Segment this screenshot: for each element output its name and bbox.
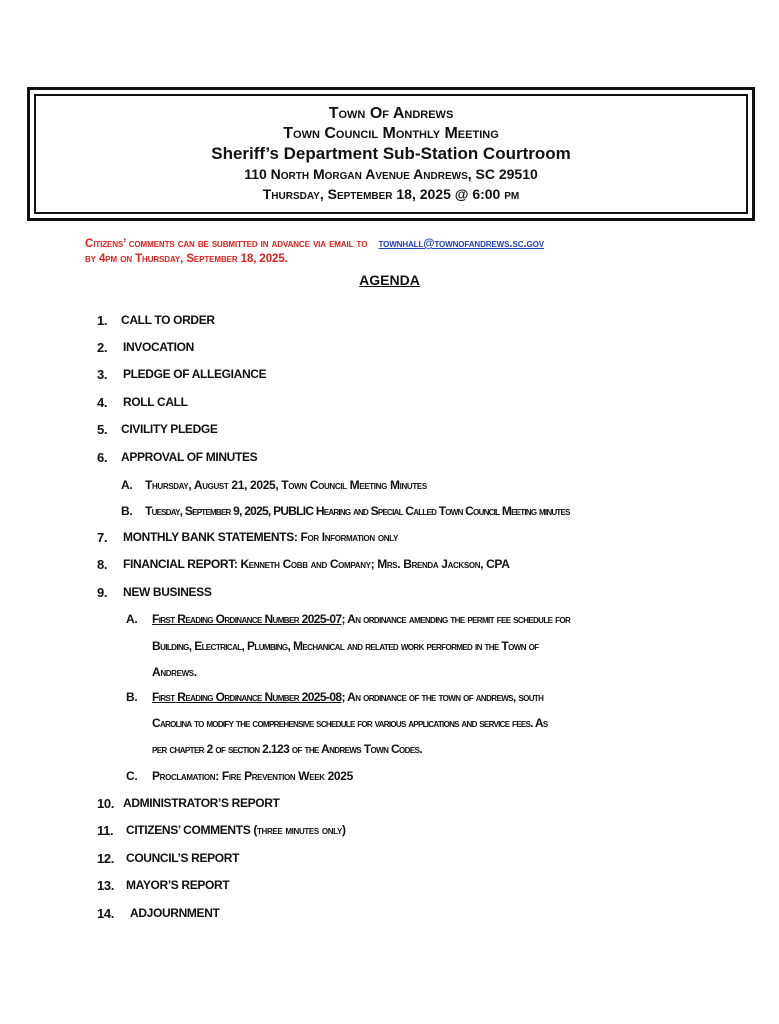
item-label: ADJOURNMENT bbox=[130, 906, 220, 920]
meeting-title: Town Council Monthly Meeting bbox=[283, 125, 499, 142]
notice-deadline: by 4pm on Thursday, September 18, 2025. bbox=[85, 253, 288, 265]
item-number: B. bbox=[121, 504, 133, 518]
agenda-title: AGENDA bbox=[359, 272, 420, 288]
item-label: ADMINISTRATOR’S REPORT bbox=[123, 796, 280, 810]
item-label: CALL TO ORDER bbox=[121, 313, 215, 327]
header-box bbox=[27, 87, 755, 221]
item-detail: Kenneth Cobb and Company; Mrs. Brenda Jackson, CPA bbox=[237, 557, 510, 571]
item-label: PLEDGE OF ALLEGIANCE bbox=[123, 367, 267, 381]
item-label: NEW BUSINESS bbox=[123, 585, 212, 599]
item-detail-line: Building, Electrical, Plumbing, Mechanical and related work performed in the Town of bbox=[152, 639, 539, 653]
item-number: A. bbox=[121, 478, 133, 492]
item-number: 13. bbox=[97, 878, 115, 893]
item-label: COUNCIL’S REPORT bbox=[126, 851, 240, 865]
item-detail: (three minutes only) bbox=[250, 823, 346, 837]
item-label: CITIZENS’ COMMENTS bbox=[126, 823, 251, 837]
ordinance-title: First Reading Ordinance Number 2025-07; bbox=[152, 612, 345, 626]
item-number: 2. bbox=[97, 340, 108, 355]
item-number: 12. bbox=[97, 851, 115, 866]
item-label: ROLL CALL bbox=[123, 395, 188, 409]
item-number: 11. bbox=[97, 823, 114, 838]
item-number: 7. bbox=[97, 530, 108, 545]
meeting-datetime: Thursday, September 18, 2025 @ 6:00 pm bbox=[262, 186, 520, 202]
item-label: Thursday, August 21, 2025, Town Council Meeting Minutes bbox=[145, 478, 427, 492]
item-label: MONTHLY BANK STATEMENTS: bbox=[123, 530, 298, 544]
item-label: MAYOR’S REPORT bbox=[126, 878, 230, 892]
item-number: 14. bbox=[97, 906, 115, 921]
notice-text: Citizens’ comments can be submitted in advance via email to bbox=[85, 238, 368, 250]
item-label: INVOCATION bbox=[123, 340, 194, 354]
town-name: Town Of Andrews bbox=[328, 105, 454, 122]
ordinance-title: First Reading Ordinance Number 2025-08 bbox=[152, 690, 342, 704]
item-number: 4. bbox=[97, 395, 108, 410]
item-number: 8. bbox=[97, 557, 108, 572]
item-label: Proclamation: Fire Prevention Week 2025 bbox=[152, 769, 353, 783]
item-label: APPROVAL OF MINUTES bbox=[121, 450, 258, 464]
item-number: 3. bbox=[97, 367, 108, 382]
item-number: 10. bbox=[97, 796, 115, 811]
item-detail: An ordinance amending the permit fee schedule for bbox=[344, 612, 571, 626]
item-label: FINANCIAL REPORT: bbox=[123, 557, 238, 571]
item-detail: For Information only bbox=[297, 530, 398, 544]
email-link[interactable]: townhall@townofandrews.sc.gov bbox=[378, 238, 544, 250]
item-number: 1. bbox=[97, 313, 108, 328]
citizen-comment-notice bbox=[85, 237, 705, 267]
item-number: 5. bbox=[97, 422, 108, 437]
item-number: C. bbox=[126, 769, 138, 783]
item-detail-line: Carolina to modify the comprehensive schedule for various applications and service fees. As bbox=[152, 716, 548, 730]
item-label: CIVILITY PLEDGE bbox=[121, 422, 218, 436]
item-number: 9. bbox=[97, 585, 108, 600]
item-detail: ; An ordinance of the town of andrews, south bbox=[341, 690, 544, 704]
item-label: Tuesday, September 9, 2025, PUBLIC Hearing and Special Called Town Council Meeting minutes bbox=[145, 504, 570, 518]
item-detail-line: Andrews. bbox=[152, 665, 197, 679]
item-detail-line: per chapter 2 of section 2.123 of the Andrews Town Codes. bbox=[152, 742, 423, 756]
item-number: 6. bbox=[97, 450, 108, 465]
item-number: A. bbox=[126, 612, 138, 626]
meeting-location: Sheriff’s Department Sub-Station Courtroom bbox=[211, 144, 571, 163]
item-number: B. bbox=[126, 690, 138, 704]
meeting-address: 110 North Morgan Avenue Andrews, SC 29510 bbox=[244, 166, 538, 182]
